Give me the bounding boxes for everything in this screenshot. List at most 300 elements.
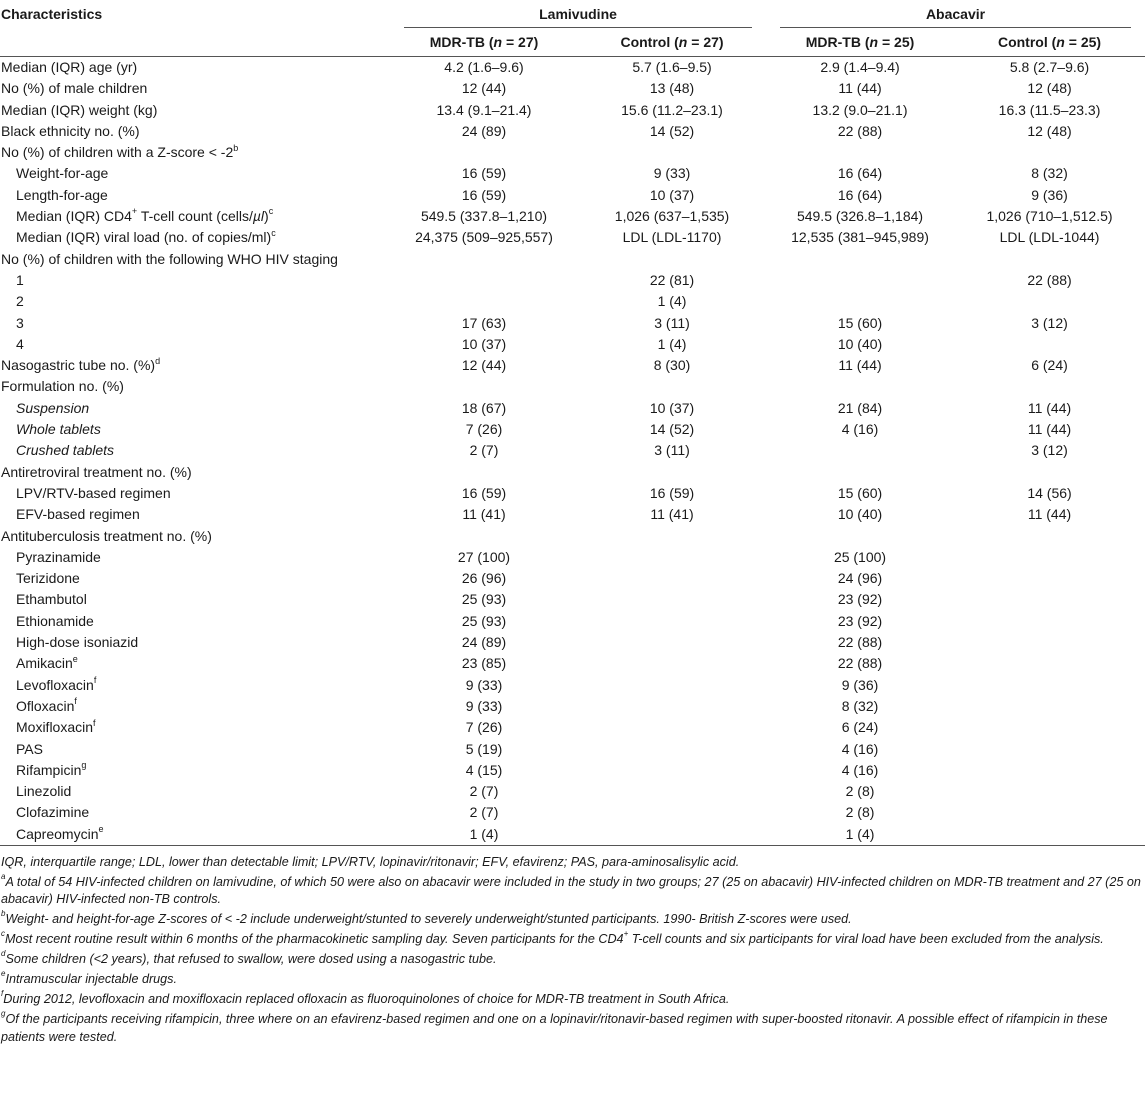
row-label-text: Linezolid xyxy=(16,783,72,800)
table-cell: 11 (41) xyxy=(462,506,506,523)
footnote-mark: e xyxy=(1,969,6,979)
row-label xyxy=(0,483,390,504)
table-row xyxy=(0,163,1145,184)
table-cell: 8 (30) xyxy=(653,357,691,374)
table-cell: 15 (60) xyxy=(837,314,883,331)
row-label xyxy=(0,163,390,184)
row-label-text: No (%) of children with a Z-score < -2 xyxy=(1,144,234,161)
row-label-text: Amikacin xyxy=(16,655,73,672)
table-cell: 11 (44) xyxy=(838,357,882,374)
row-label-text: Antiretroviral treatment no. (%) xyxy=(1,463,192,480)
table-cell: 549.5 (337.8–1,210) xyxy=(420,208,548,225)
row-label-text: 1 xyxy=(16,271,24,288)
row-label xyxy=(0,675,390,696)
table-cell: 12 (44) xyxy=(461,80,507,97)
row-label xyxy=(0,632,390,653)
table-cell xyxy=(954,653,1145,674)
table-cell: 9 (33) xyxy=(653,165,691,182)
row-label xyxy=(0,78,390,99)
subcol-n-value: 25 xyxy=(894,34,910,50)
table-cell: 1 (4) xyxy=(657,335,687,352)
table-row xyxy=(0,760,1145,781)
table-row xyxy=(0,739,1145,760)
row-label xyxy=(0,419,390,440)
table-cell xyxy=(578,802,766,823)
table-row xyxy=(0,568,1145,589)
row-label-text: Suspension xyxy=(16,399,90,416)
table-cell xyxy=(954,589,1145,610)
table-cell: 4 (15) xyxy=(465,761,503,778)
table-cell: 16 (59) xyxy=(461,165,507,182)
row-label xyxy=(0,526,390,547)
table-cell xyxy=(954,462,1145,483)
row-label xyxy=(0,313,390,334)
subcol-equals: = xyxy=(502,34,519,50)
table-cell xyxy=(390,142,578,163)
row-label xyxy=(0,781,390,802)
table-cell: 24 (96) xyxy=(837,570,883,587)
table-cell: 22 (88) xyxy=(837,655,883,672)
table-cell xyxy=(390,291,578,312)
footnote-mark: c xyxy=(1,929,5,939)
table-cell xyxy=(954,802,1145,823)
table-row xyxy=(0,376,1145,397)
table-cell: 23 (85) xyxy=(461,655,507,672)
row-label-text: 4 xyxy=(16,335,24,352)
subcol-name: Control xyxy=(997,34,1048,50)
table-cell: 9 (36) xyxy=(1031,186,1068,203)
header-subcol xyxy=(578,28,766,57)
table-cell xyxy=(578,739,766,760)
table-cell xyxy=(954,611,1145,632)
table-cell xyxy=(578,760,766,781)
table-cell: 11 (44) xyxy=(838,80,882,97)
table-cell: 17 (63) xyxy=(461,314,507,331)
row-label-text: Rifampicin xyxy=(16,761,82,778)
table-cell xyxy=(766,440,954,461)
subcol-n-label: n xyxy=(678,34,688,50)
table-cell xyxy=(578,249,766,270)
row-label-superscript-2: c xyxy=(268,206,274,217)
table-cell xyxy=(954,334,1145,355)
table-cell: 16 (59) xyxy=(461,186,507,203)
table-cell: 4.2 (1.6–9.6) xyxy=(444,59,524,75)
table-row xyxy=(0,355,1145,376)
header-subcol xyxy=(390,28,578,57)
row-label-text-2: T-cell count (cells/ xyxy=(137,208,253,225)
table-cell: 11 (44) xyxy=(1027,421,1072,438)
table-cell xyxy=(766,376,954,397)
table-cell xyxy=(954,739,1145,760)
table-cell xyxy=(578,824,766,846)
table-cell xyxy=(954,526,1145,547)
table-row xyxy=(0,483,1145,504)
row-label xyxy=(0,291,390,312)
table-cell xyxy=(766,249,954,270)
table-cell xyxy=(766,142,954,163)
footnote xyxy=(1,951,1144,969)
table-row xyxy=(0,717,1145,738)
subcol-n-value: 27 xyxy=(703,34,719,50)
table-row xyxy=(0,78,1145,99)
row-label xyxy=(0,334,390,355)
table-row xyxy=(0,121,1145,142)
row-label-text: Length-for-age xyxy=(16,186,108,203)
row-label-superscript: f xyxy=(74,696,77,707)
table-cell: 1,026 (710–1,512.5) xyxy=(986,208,1113,225)
subcol-name: Control xyxy=(620,34,671,50)
footnote-mark: a xyxy=(1,871,6,881)
table-cell xyxy=(954,547,1145,568)
table-cell xyxy=(578,142,766,163)
row-label-text: Antituberculosis treatment no. (%) xyxy=(1,527,212,544)
header-characteristics: Characteristics xyxy=(1,6,103,22)
subcol-paren-open: ( xyxy=(674,34,679,50)
table-cell: 22 (88) xyxy=(837,634,883,651)
header-subcol xyxy=(766,28,954,57)
subcol-n-label: n xyxy=(1056,34,1065,50)
table-cell xyxy=(766,270,954,291)
table-cell xyxy=(766,291,954,312)
table-cell xyxy=(954,781,1145,802)
subcol-paren-close: ) xyxy=(533,34,539,50)
table-cell: 13.2 (9.0–21.1) xyxy=(812,101,908,118)
row-label-superscript: b xyxy=(233,142,239,153)
footnote-text: During 2012, levofloxacin and moxifloxacin replaced ofloxacin as fluoroquinolones of choice for MDR-TB treatment in South Africa. xyxy=(3,992,730,1007)
footnote-inline-superscript: + xyxy=(623,929,629,939)
footnote-text: Of the participants receiving rifampicin, three where on an efavirenz-based regimen and one on a lopinavir/ritonavir-based regimen with super-boosted ritonavir. A possible effect of rifampicin in these patients were tested. xyxy=(1,1012,1108,1044)
table-row xyxy=(0,440,1145,461)
table-cell xyxy=(578,547,766,568)
table-cell: 22 (88) xyxy=(1027,271,1072,288)
subcol-name: MDR-TB xyxy=(805,34,861,50)
footnote-mark: f xyxy=(1,989,4,999)
table-cell: 1 (4) xyxy=(845,825,875,842)
table-cell: 13 (48) xyxy=(649,80,695,97)
row-label xyxy=(0,249,390,270)
table-cell: 13.4 (9.1–21.4) xyxy=(436,101,532,118)
footnote xyxy=(1,911,1144,929)
table-cell: 8 (32) xyxy=(841,697,879,714)
row-label-text: Black ethnicity no. (%) xyxy=(1,122,140,139)
row-label-text: Nasogastric tube no. (%) xyxy=(1,357,156,374)
table-cell: 3 (12) xyxy=(1031,442,1068,459)
row-label-superscript: e xyxy=(98,824,104,835)
row-label-text: 2 xyxy=(16,293,24,310)
table-cell: 22 (88) xyxy=(837,122,883,139)
row-label-superscript: + xyxy=(131,206,138,217)
row-label xyxy=(0,802,390,823)
table-cell: 10 (37) xyxy=(461,335,507,352)
table-cell xyxy=(578,632,766,653)
row-label-text-3: ) xyxy=(264,208,269,225)
table-cell xyxy=(954,696,1145,717)
row-label-text: Terizidone xyxy=(16,570,80,587)
table-cell: 16 (64) xyxy=(837,165,883,182)
table-cell xyxy=(954,675,1145,696)
table-row xyxy=(0,57,1145,79)
table-cell: 3 (11) xyxy=(654,442,690,459)
table-row xyxy=(0,206,1145,227)
table-row xyxy=(0,653,1145,674)
row-label-text: Median (IQR) viral load (no. of copies/ml) xyxy=(16,229,272,246)
footnote-text: A total of 54 HIV-infected children on lamivudine, of which 50 were also on abacavir were included in the study in two groups; 27 (25 on abacavir) HIV-infected children on MDR-TB treatment and 27 (25 on abacavir) HIV-infected non-TB controls. xyxy=(1,874,1141,907)
table-cell: 12 (44) xyxy=(461,357,507,374)
header-subcol xyxy=(954,28,1145,57)
table-cell: 6 (24) xyxy=(841,719,879,736)
table-cell: 26 (96) xyxy=(461,570,507,587)
table-cell: 3 (12) xyxy=(1031,314,1068,331)
row-label xyxy=(0,142,390,163)
row-label-text: LPV/RTV-based regimen xyxy=(16,484,171,501)
table-cell xyxy=(578,376,766,397)
table-cell: 10 (37) xyxy=(649,399,695,416)
table-cell: 10 (37) xyxy=(649,186,695,203)
row-label-text: EFV-based regimen xyxy=(16,506,140,523)
table-cell: 5.8 (2.7–9.6) xyxy=(1009,59,1090,75)
table-cell: 2 (8) xyxy=(845,804,875,821)
table-row xyxy=(0,398,1145,419)
table-cell xyxy=(954,760,1145,781)
subcol-paren-close: ) xyxy=(1096,34,1102,50)
footnote-text: Intramuscular injectable drugs. xyxy=(5,972,177,987)
row-label xyxy=(0,121,390,142)
table-cell: 1 (4) xyxy=(657,293,687,310)
table-cell: 9 (33) xyxy=(465,676,503,693)
row-label-text: Ofloxacin xyxy=(16,697,75,714)
table-cell: 2.9 (1.4–9.4) xyxy=(820,59,900,75)
row-label-text: 3 xyxy=(16,314,24,331)
row-label-unit: µl xyxy=(252,208,265,225)
table-cell: 10 (40) xyxy=(837,506,883,523)
footnote-mark: d xyxy=(1,949,6,959)
row-label-superscript: f xyxy=(93,674,97,685)
row-label xyxy=(0,653,390,674)
row-label xyxy=(0,185,390,206)
footnote-text: IQR, interquartile range; LDL, lower than detectable limit; LPV/RTV, lopinavir/ritonavir; EFV, efavirenz; PAS, para-aminosalisylic acid. xyxy=(1,854,740,869)
table-cell: 21 (84) xyxy=(837,399,883,416)
table-cell: 14 (52) xyxy=(649,421,695,438)
row-label xyxy=(0,760,390,781)
table-row xyxy=(0,249,1145,270)
table-cell: 9 (33) xyxy=(465,697,503,714)
table-cell xyxy=(954,249,1145,270)
row-label xyxy=(0,462,390,483)
table-cell xyxy=(954,717,1145,738)
footnote-text: Some children (<2 years), that refused to swallow, were dosed using a nasogastric tube. xyxy=(5,952,497,967)
subcol-name: MDR-TB xyxy=(429,34,485,50)
row-label-text: Clofazimine xyxy=(16,804,90,821)
table-cell xyxy=(954,142,1145,163)
table-cell xyxy=(954,376,1145,397)
table-cell xyxy=(578,781,766,802)
row-label-text: PAS xyxy=(16,740,43,757)
footnote-text: Most recent routine result within 6 months of the pharmacokinetic sampling day. Seven participants for the CD4 xyxy=(5,932,624,947)
table-cell xyxy=(578,568,766,589)
table-row xyxy=(0,632,1145,653)
table-cell: 11 (44) xyxy=(1027,399,1072,416)
table-cell: 16 (59) xyxy=(649,484,695,501)
table-cell xyxy=(390,526,578,547)
row-label-text: Weight-for-age xyxy=(16,165,109,182)
table-cell: 10 (40) xyxy=(837,335,883,352)
table-cell: 16 (59) xyxy=(461,484,507,501)
row-label-superscript: e xyxy=(72,653,78,664)
subcol-paren-close: ) xyxy=(909,34,915,50)
subcol-equals: = xyxy=(878,34,895,50)
table-row xyxy=(0,781,1145,802)
table-row xyxy=(0,589,1145,610)
row-label-text: High-dose isoniazid xyxy=(16,634,139,651)
row-label-superscript: f xyxy=(93,717,96,728)
row-label xyxy=(0,696,390,717)
row-label xyxy=(0,589,390,610)
table-cell: 24 (89) xyxy=(461,634,507,651)
footnote xyxy=(1,971,1144,989)
table-cell: 2 (7) xyxy=(469,442,499,459)
subcol-paren-open: ( xyxy=(1051,34,1057,50)
row-label-text: Levofloxacin xyxy=(16,676,94,693)
table-cell: 4 (16) xyxy=(841,421,879,438)
table-row xyxy=(0,462,1145,483)
table-row xyxy=(0,824,1145,846)
footnote-text-2: T-cell counts and six participants for viral load have been excluded from the analysis. xyxy=(628,932,1104,947)
table-cell: 1,026 (637–1,535) xyxy=(614,208,730,225)
table-cell xyxy=(390,270,578,291)
footnote-text: Weight- and height-for-age Z-scores of < -2 include underweight/stunted to severely underweight/stunted participants. 1990- British Z-scores were used. xyxy=(5,912,852,927)
row-label xyxy=(0,376,390,397)
table-cell: 22 (81) xyxy=(649,271,695,288)
row-label xyxy=(0,270,390,291)
table-cell: 2 (7) xyxy=(469,804,499,821)
footnote xyxy=(1,871,1144,909)
table-cell: LDL (LDL-1170) xyxy=(622,229,722,246)
row-label xyxy=(0,227,390,248)
row-label xyxy=(0,824,390,846)
table-cell xyxy=(390,249,578,270)
row-label xyxy=(0,440,390,461)
table-cell: 15 (60) xyxy=(837,484,883,501)
row-label xyxy=(0,504,390,525)
table-cell: 25 (93) xyxy=(461,591,507,608)
table-cell xyxy=(578,675,766,696)
row-label xyxy=(0,398,390,419)
footnote xyxy=(1,854,1144,872)
table-cell: 11 (41) xyxy=(650,506,694,523)
table-cell: 3 (11) xyxy=(654,314,690,331)
table-cell: LDL (LDL-1044) xyxy=(999,229,1100,246)
table-cell: 6 (24) xyxy=(1031,357,1068,374)
row-label xyxy=(0,717,390,738)
subcol-paren-open: ( xyxy=(864,34,870,50)
row-label-text: Median (IQR) age (yr) xyxy=(1,59,138,75)
footnote-mark: b xyxy=(1,909,6,919)
row-label xyxy=(0,568,390,589)
table-cell: 16.3 (11.5–23.3) xyxy=(998,101,1101,118)
row-label-text: Capreomycin xyxy=(16,825,99,842)
row-label xyxy=(0,100,390,121)
table-row xyxy=(0,802,1145,823)
row-label-text: Median (IQR) weight (kg) xyxy=(1,101,158,118)
row-label xyxy=(0,547,390,568)
table-row xyxy=(0,611,1145,632)
row-label-text: Pyrazinamide xyxy=(16,548,101,565)
row-label-text: Whole tablets xyxy=(16,421,101,438)
table-cell: 16 (64) xyxy=(837,186,883,203)
table-row xyxy=(0,504,1145,525)
footnote xyxy=(1,1011,1144,1046)
table-cell: 4 (16) xyxy=(841,761,879,778)
table-cell xyxy=(578,589,766,610)
row-label-text: Ethambutol xyxy=(16,591,87,608)
table-cell xyxy=(578,611,766,632)
table-cell: 5 (19) xyxy=(465,740,503,757)
table-cell xyxy=(954,824,1145,846)
row-label xyxy=(0,206,390,227)
table-cell: 12 (48) xyxy=(1027,80,1072,97)
row-label-superscript: g xyxy=(81,760,87,771)
footnote xyxy=(1,931,1144,949)
table-cell: 25 (93) xyxy=(461,612,507,629)
table-cell xyxy=(766,462,954,483)
table-cell: 14 (56) xyxy=(1027,484,1072,501)
table-cell xyxy=(390,462,578,483)
header-group-lamivudine: Lamivudine xyxy=(390,0,766,28)
table-cell: 18 (67) xyxy=(461,399,507,416)
table-row xyxy=(0,291,1145,312)
row-label-text: Crushed tablets xyxy=(16,442,115,459)
footnote-mark: g xyxy=(1,1009,6,1019)
table-row xyxy=(0,227,1145,248)
row-label-superscript: c xyxy=(271,227,276,238)
table-row xyxy=(0,334,1145,355)
table-row xyxy=(0,547,1145,568)
row-label-text: No (%) of children with the following WHO HIV staging xyxy=(1,250,338,267)
table-cell xyxy=(578,653,766,674)
table-footnotes xyxy=(0,846,1145,1047)
table-cell: 8 (32) xyxy=(1031,165,1068,182)
subcol-equals: = xyxy=(1064,34,1081,50)
subcol-n-label: n xyxy=(869,34,879,50)
subcol-paren-open: ( xyxy=(488,34,494,50)
table-cell xyxy=(390,376,578,397)
row-label-text: Ethionamide xyxy=(16,612,94,629)
subcol-n-label: n xyxy=(493,34,503,50)
table-row xyxy=(0,142,1145,163)
table-cell: 23 (92) xyxy=(837,612,883,629)
table-row xyxy=(0,185,1145,206)
row-label-text: Moxifloxacin xyxy=(16,719,94,736)
table-cell: 7 (26) xyxy=(465,421,503,438)
table-cell xyxy=(954,632,1145,653)
table-row xyxy=(0,419,1145,440)
row-label xyxy=(0,611,390,632)
table-cell: 25 (100) xyxy=(833,548,887,565)
table-row xyxy=(0,526,1145,547)
table-cell xyxy=(766,526,954,547)
table-cell xyxy=(954,568,1145,589)
table-cell: 12 (48) xyxy=(1027,122,1072,139)
subcol-equals: = xyxy=(687,34,704,50)
table-row xyxy=(0,270,1145,291)
table-cell: 5.7 (1.6–9.5) xyxy=(632,59,712,75)
table-row xyxy=(0,675,1145,696)
table-cell: 549.5 (326.8–1,184) xyxy=(796,208,924,225)
table-cell xyxy=(578,717,766,738)
row-label xyxy=(0,739,390,760)
table-cell: 27 (100) xyxy=(457,548,511,565)
table-cell: 1 (4) xyxy=(469,825,499,842)
